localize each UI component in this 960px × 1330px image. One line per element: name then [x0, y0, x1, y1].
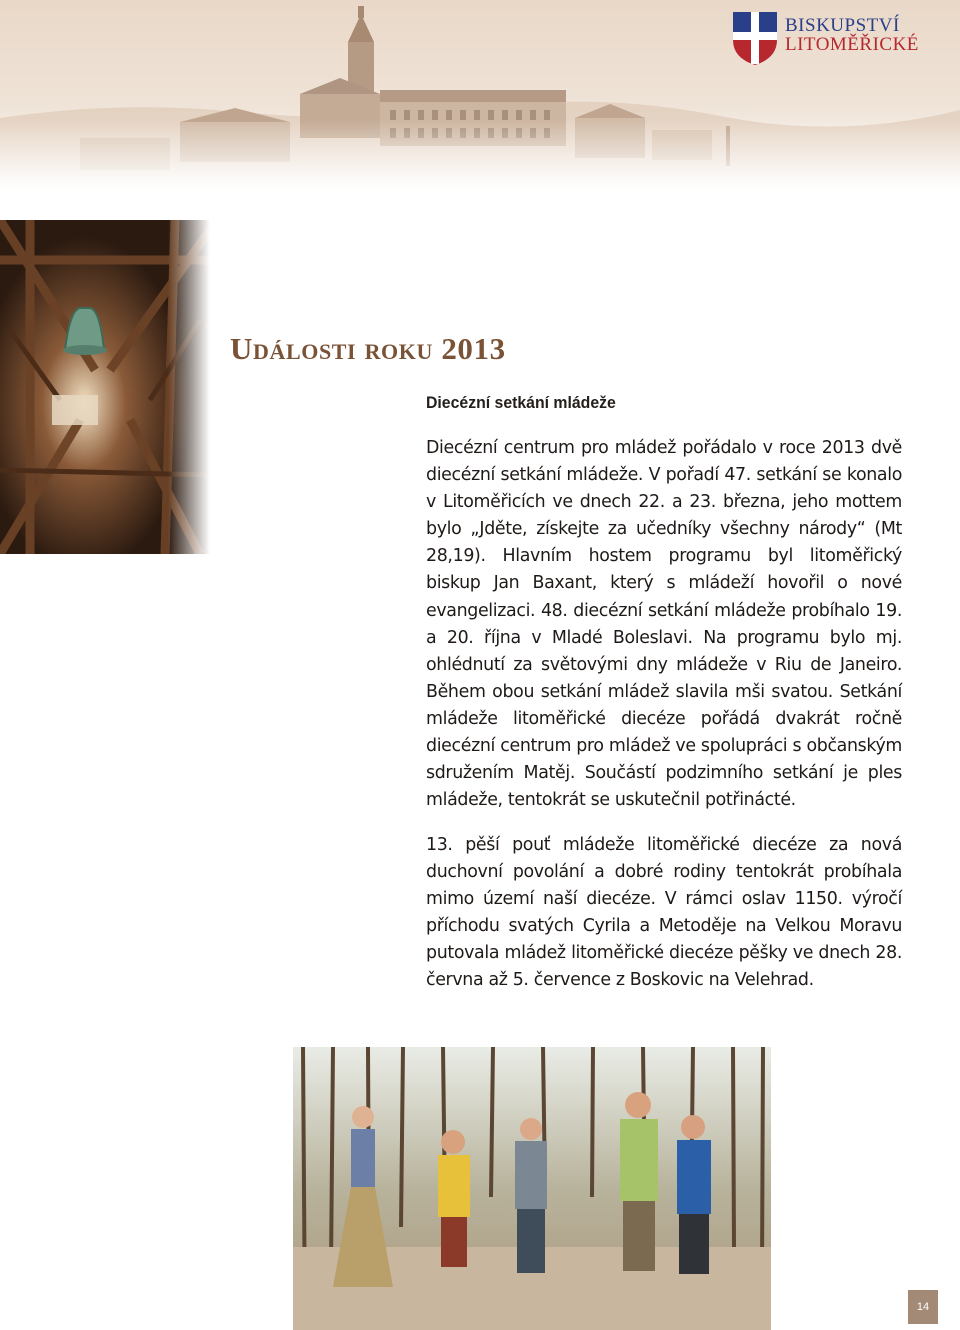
page-number: 14 — [908, 1290, 938, 1324]
diocese-logo[interactable] — [731, 10, 931, 70]
page-title: Události roku 2013 — [230, 331, 506, 366]
logo-text-line1: BISKUPSTVÍ — [785, 15, 900, 36]
body-paragraph-2: 13. pěší pouť mládeže litoměřické diecéze za nová duchovní povolání a dobré rodiny tentokrát probíhala mimo území naší diecéze. V rámci oslav 1150. výročí příchodu svatých Cyrila a Metoděje na Velkou Moravu putovala mládež litoměřické diecéze pěšky ve dnech 28. června až 5. července z Boskovic na Velehrad. — [426, 835, 902, 991]
diocese-shield-icon — [731, 10, 779, 66]
bell-tower-photo — [0, 220, 210, 554]
pilgrimage-photo — [293, 1047, 771, 1330]
header-banner — [0, 0, 960, 190]
body-paragraph-1: Diecézní centrum pro mládež pořádalo v roce 2013 dvě diecézní setkání mládeže. V pořadí 47. setkání se konalo v Litoměřicích ve dnech 22. a 23. března, jeho mottem bylo „Jděte, získejte za učedníky všechny národy“ (Mt 28,19). Hlavním hostem programu byl litoměřický biskup Jan Baxant, který s mládeží hovořil o nové evangelizaci. 48. diecézní setkání mládeže probíhalo 19. a 20. října v Mladé Boleslavi. Na programu bylo mj. ohlédnutí za světovými dny mládeže v Riu de Janeiro. Během obou setkání mládež slavila mši svatou. Setkání mládeže litoměřické diecéze pořádá dvakrát ročně diecézní centrum pro mládež ve spolupráci s občanským sdružením Matěj. Součástí podzimního setkání je ples mládeže, tentokrát se uskutečnil potřinácté. — [426, 438, 902, 811]
logo-text-line2: LITOMĚŘICKÉ — [785, 34, 919, 55]
section-heading: Diecézní setkání mládeže — [426, 393, 616, 412]
